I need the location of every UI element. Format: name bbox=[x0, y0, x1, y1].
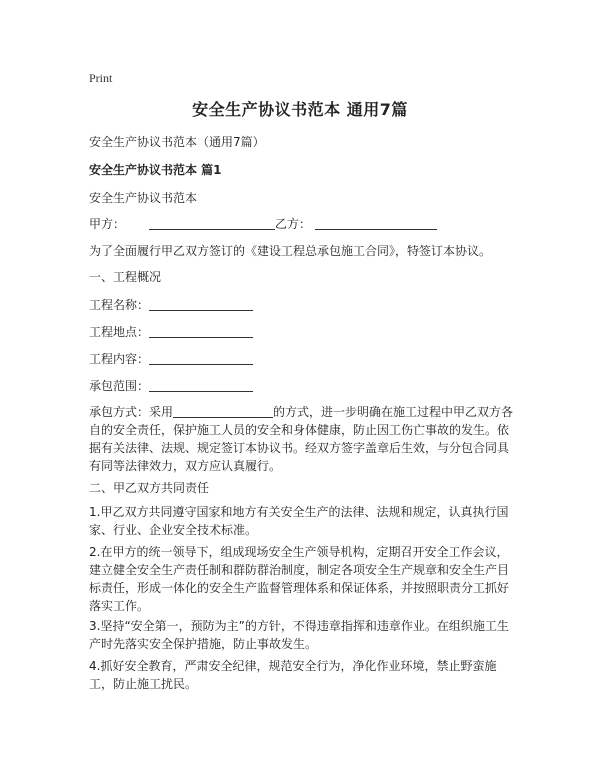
field-project-content bbox=[89, 350, 253, 367]
party-a-blank bbox=[149, 217, 275, 230]
contract-mode-paragraph bbox=[89, 403, 517, 475]
field-blank bbox=[149, 298, 253, 311]
field-project-location bbox=[89, 323, 253, 340]
field-project-name bbox=[89, 296, 253, 313]
responsibility-item-2: 2.在甲方的统一领导下，组成现场安全生产领导机构，定期召开安全工作会议，建立健全安全生产责任制和群防群治制度，制定各项安全生产规章和安全生产目标责任，形成一体化的安全生产监督管理体系和保证体系，并按照职责分工抓好落实工作。 bbox=[89, 545, 510, 613]
contract-mode-label: 承包方式：采用 bbox=[89, 405, 174, 419]
section2-heading: 二、甲乙双方共同责任 bbox=[89, 481, 210, 495]
responsibility-item-3: 3.坚持“安全第一，预防为主”的方针，不得违章指挥和违章作业。在组织施工生产时先落实安全保护措施，防止事故发生。 bbox=[89, 619, 509, 651]
contract-mode-text: 的方式，进一步明确在施工过程中甲乙双方各自的安全责任，保护施工人员的安全和身体健康，防止因工伤亡事故的发生。依据有关法律、法规、规定签订本协议书。经双方签字盖章后生效，与分包合同具有同等法律效力，双方应认真履行。 bbox=[89, 405, 514, 473]
party-line bbox=[89, 215, 437, 232]
field-contract-scope bbox=[89, 377, 253, 394]
contract-mode-blank bbox=[173, 405, 273, 418]
field-blank bbox=[149, 379, 253, 392]
party-b-label: 乙方： bbox=[275, 217, 312, 231]
field-blank bbox=[149, 352, 253, 365]
responsibility-item-4: 4.抓好安全教育，严肃安全纪律，规范安全行为，净化作业环境，禁止野蛮施工，防止施工扰民。 bbox=[89, 659, 497, 691]
print-label: Print bbox=[89, 71, 113, 85]
document-title: 安全生产协议书范本 通用7篇 bbox=[192, 100, 408, 119]
party-b-blank bbox=[315, 217, 437, 230]
field-blank bbox=[149, 325, 253, 338]
responsibility-item-1: 1.甲乙双方共同遵守国家和地方有关安全生产的法律、法规和规定，认真执行国家、行业、企业安全技术标准。 bbox=[89, 505, 509, 537]
document-subtitle: 安全生产协议书范本（通用7篇） bbox=[89, 135, 265, 149]
field-label: 工程内容： bbox=[89, 352, 150, 366]
field-label: 承包范围： bbox=[89, 379, 150, 393]
section1-heading: 一、工程概况 bbox=[89, 270, 162, 284]
intro-text: 为了全面履行甲乙双方签订的《建设工程总承包施工合同》，特签订本协议。 bbox=[89, 244, 492, 258]
party-a-label: 甲方： bbox=[89, 217, 126, 231]
field-label: 工程名称： bbox=[89, 298, 150, 312]
section-subtitle: 安全生产协议书范本 bbox=[89, 191, 198, 205]
section-title: 安全生产协议书范本 篇1 bbox=[89, 163, 222, 177]
field-label: 工程地点： bbox=[89, 325, 150, 339]
